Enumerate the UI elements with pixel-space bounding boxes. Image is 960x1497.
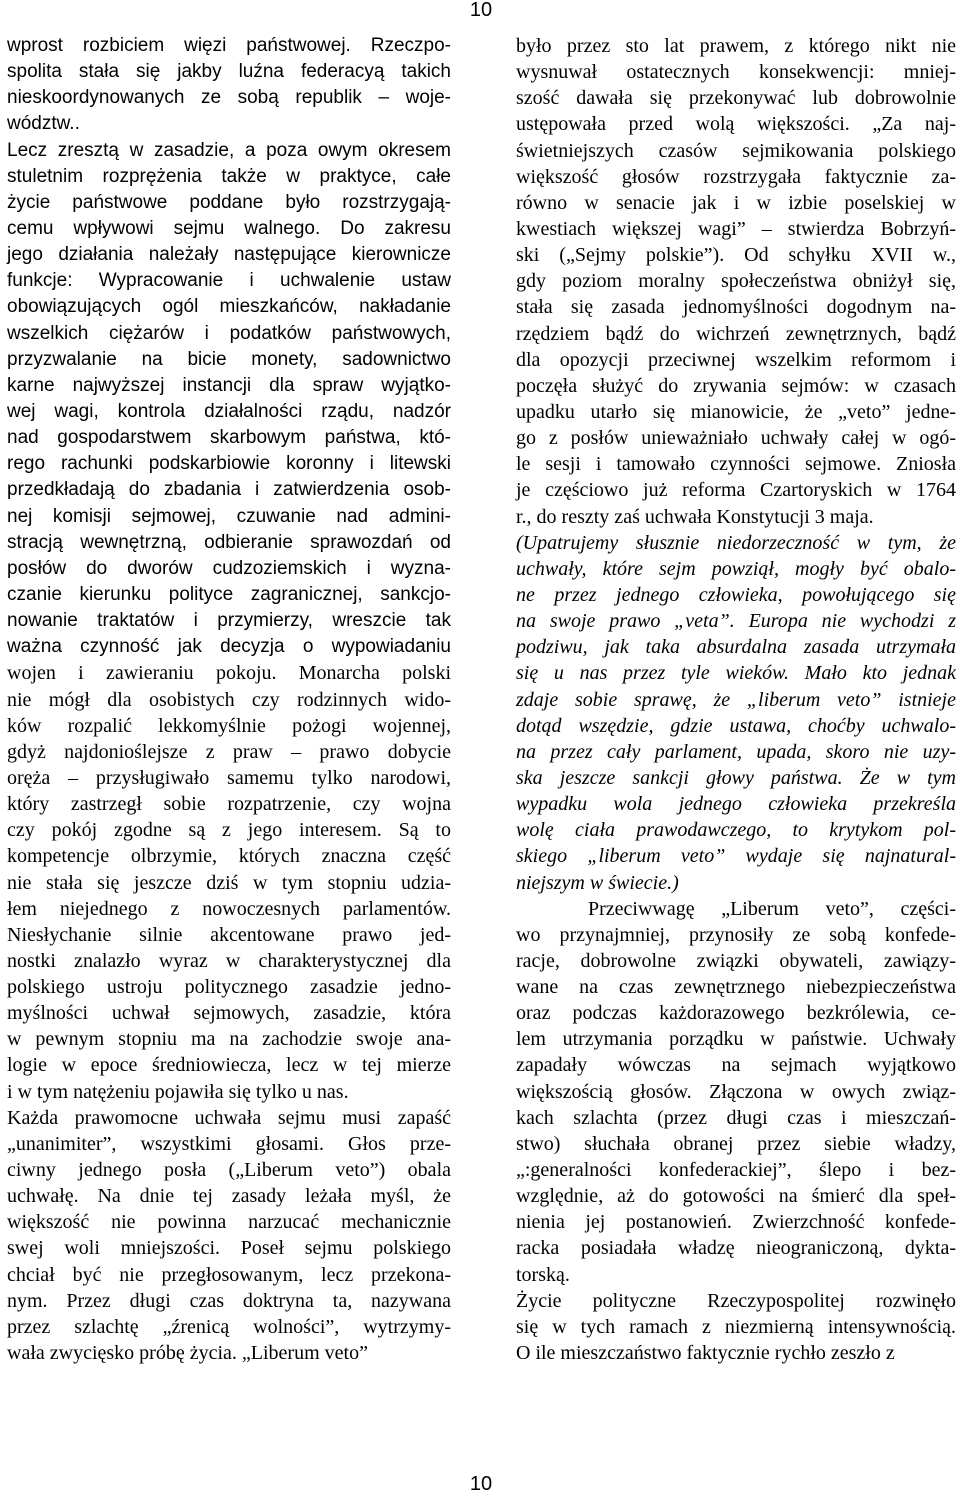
text-line: na przez cały parlament, upada, skoro nie uzy- bbox=[516, 740, 956, 763]
text-line: gdyż najdonioślejsze z praw – prawo dobycie bbox=[7, 740, 451, 763]
text-line: wo przynajmniej, przynosiły ze sobą konfede- bbox=[516, 923, 956, 946]
text-line: nienia jej postanowień. Zwierzchność konfede- bbox=[516, 1211, 956, 1234]
text-line: stała się zasada jednomyślności dogodnym na- bbox=[516, 296, 956, 319]
text-line: większość nie powinna narzucać mechanicznie bbox=[7, 1211, 451, 1234]
text-line: Lecz zresztą w zasadzie, a poza owym okresem bbox=[7, 139, 451, 161]
text-line: niejszym w świecie.) bbox=[516, 871, 679, 894]
text-line: kwestiach większej wagi” – stwierdza Bobrzyń- bbox=[516, 217, 956, 240]
text-line: łem niejednego z nowoczesnych parlamentów. bbox=[7, 897, 451, 920]
text-line: dotąd wszędzie, gdzie ustawa, choćby uchwalo- bbox=[516, 714, 956, 737]
text-line: nie stała się jeszcze dziś w tym stopniu udzia- bbox=[7, 871, 451, 894]
text-line: zdaje sobie sprawę, że „liberum veto” istnieje bbox=[516, 688, 956, 711]
text-line: spolita stała się jakby luźna federacyą takich bbox=[7, 61, 451, 83]
text-line: przez szlachtę „źrenicą wolności”, wytrzymy- bbox=[7, 1315, 451, 1338]
text-line: funkcje: Wypracowanie i uchwalenie ustaw bbox=[7, 270, 451, 292]
text-line: r., do reszty zaś uchwała Konstytucji 3 maja. bbox=[516, 505, 874, 528]
text-line: nad gospodarstwem skarbowym państwa, któ- bbox=[7, 427, 451, 449]
text-line: czanie kierunku polityce zagranicznej, sankcjo- bbox=[7, 583, 451, 605]
text-line: szość dawała się przekonywać lub dobrowolnie bbox=[516, 87, 956, 110]
text-line: lem utrzymania porządku w państwie. Uchwały bbox=[516, 1028, 956, 1051]
text-line: nostki znalazło wyraz w charakterystycznej dla bbox=[7, 949, 451, 972]
text-line: rego rachunki podskarbiowie koronny i litewski bbox=[7, 453, 451, 475]
text-line: życie państwowe poddane było rozstrzygają- bbox=[7, 191, 451, 213]
text-line: torską. bbox=[516, 1263, 570, 1286]
text-line: Niesłychanie silnie akcentowane prawo jed- bbox=[7, 923, 451, 946]
left-text-column bbox=[7, 33, 451, 1366]
text-line: O ile mieszczaństwo faktycznie rychło zeszło z bbox=[516, 1342, 895, 1365]
text-line: ne przez jednego człowieka, powołującego się bbox=[516, 583, 956, 606]
text-line: wej wagi, kontrola działalności rządu, nadzór bbox=[7, 400, 451, 422]
text-line: na swoje prawo „veta”. Europa nie wychodzi z bbox=[516, 610, 956, 633]
text-line: nowanie traktatów i przymierzy, wreszcie tak bbox=[7, 610, 451, 632]
text-line: polskiego ustroju politycznego zasadzie jedno- bbox=[7, 976, 451, 999]
text-line: było przez sto lat prawem, z którego nikt nie bbox=[516, 35, 956, 57]
text-line: równo w senacie jak i w izbie poselskiej w bbox=[516, 191, 956, 214]
text-line: logie w epoce średniowiecza, lecz w tej mierze bbox=[7, 1054, 451, 1077]
text-line: się u nas przez tyle wieków. Mało kto jednak bbox=[516, 662, 956, 685]
text-line: gdy poziom moralny społeczeństwa obniżył się, bbox=[516, 270, 956, 293]
text-line: je częściowo już reforma Czartoryskich w 1764 bbox=[516, 479, 956, 502]
text-line: go z posłów unieważniało uchwały całej w ogó- bbox=[516, 427, 956, 450]
text-line: świetniejszych czasów sejmikowania polskiego bbox=[516, 139, 956, 162]
text-line: stuletnim rozprężenia także w praktyce, całe bbox=[7, 165, 451, 187]
text-line: przyzwalanie na bicie monety, sadownictwo bbox=[7, 348, 451, 370]
text-line: wszelkich ciężarów i podatków państwowych, bbox=[7, 322, 451, 344]
text-line: który zastrzegł sobie rozpatrzenie, czy wojna bbox=[7, 793, 451, 816]
text-line: zapadały wówczas na sejmach wyjątkowo bbox=[516, 1054, 956, 1077]
text-line: chciał być nie przegłosowanym, lecz przekona- bbox=[7, 1263, 451, 1286]
text-line: wprost rozbiciem więzi państwowej. Rzeczpo- bbox=[7, 35, 451, 56]
text-line: rzędziem bądź do wichrzeń zewnętrznych, bądź bbox=[516, 322, 956, 345]
text-line: ków rozpalić lekkomyślnie pożogi wojennej, bbox=[7, 714, 451, 737]
text-line: wysnuwał ostatecznych konsekwencji: mniej- bbox=[516, 61, 956, 84]
text-line: skiego „liberum veto” wydaje się najnatural- bbox=[516, 845, 956, 868]
text-line: (Upatrujemy słusznie niedorzeczność w tym, że bbox=[516, 531, 956, 554]
text-line: oręża – przysługiwało samemu tylko narodowi, bbox=[7, 766, 451, 789]
text-line: dla opozycji przeciwnej wszelkim reformom i bbox=[516, 348, 956, 371]
text-line: wództw.. bbox=[7, 113, 80, 135]
text-line: Życie polityczne Rzeczypospolitej rozwinęło bbox=[516, 1289, 956, 1312]
text-line: nie mógł dla osobistych czy rodzinnych wido- bbox=[7, 688, 451, 711]
text-line: karne najwyższej instancji dla spraw wyjątko- bbox=[7, 374, 451, 396]
text-line: ska jeszcze sankcji głowy państwa. Że w tym bbox=[516, 766, 956, 789]
text-line: wała zwycięsko próbę życia. „Liberum veto” bbox=[7, 1342, 368, 1365]
text-line: wojen i zawieraniu pokoju. Monarcha polski bbox=[7, 662, 451, 685]
page-number-footer: 10 bbox=[469, 1473, 493, 1495]
text-line: ustępowała przed wolą większości. „Za naj- bbox=[516, 113, 956, 136]
text-line: racka posiadała władzę nieograniczoną, dykta- bbox=[516, 1237, 956, 1260]
text-line: stwo) słuchała obranej przez siebie władzy, bbox=[516, 1132, 956, 1155]
text-line: swej woli mniejszości. Poseł sejmu polskiego bbox=[7, 1237, 451, 1260]
text-line: ski („Sejmy polskie”). Od schyłku XVII w., bbox=[516, 244, 956, 267]
text-line: uchwałę. Na dnie tej zasady leżała myśl, że bbox=[7, 1185, 451, 1208]
text-line: większością głosów. Złączona w owych związ- bbox=[516, 1080, 956, 1103]
text-line: cemu wpływowi sejmu walnego. Do zakresu bbox=[7, 217, 451, 239]
text-line: racje, dobrowolne związki obywateli, zawiązy- bbox=[516, 949, 956, 972]
text-line: większość głosów rozstrzygała faktycznie za- bbox=[516, 165, 956, 188]
text-line: w pewnym stopniu ma na zachodzie swoje ana- bbox=[7, 1028, 451, 1051]
text-line: stracją wewnętrzną, odbieranie sprawozdań od bbox=[7, 531, 451, 553]
text-line: czy pokój zgodne są z jego interesem. Są to bbox=[7, 819, 451, 842]
text-line: oraz podczas każdorazowego bezkrólewia, ce- bbox=[516, 1002, 956, 1025]
text-line: „:generalności konfederackiej”, ślepo i bez- bbox=[516, 1159, 956, 1182]
text-line: wolę ciała prawodawczego, to krytykom pol- bbox=[516, 819, 956, 842]
text-line: nieskoordynowanych ze sobą republik – woje- bbox=[7, 87, 451, 109]
text-line: ciwny jednego posła („Liberum veto”) obala bbox=[7, 1159, 451, 1182]
text-line: wane na czas zewnętrznego niebezpieczeństwa bbox=[516, 976, 956, 999]
text-line: uchwały, które sejm powziął, mogły być obalo- bbox=[516, 557, 956, 580]
page-number-top: 10 bbox=[469, 0, 493, 21]
text-line: posłów do dworów cudzoziemskich i wyzna- bbox=[7, 557, 451, 579]
text-line: nej komisji sejmowej, czuwanie nad admini- bbox=[7, 505, 451, 527]
text-line: obowiązujących ogól mieszkańców, nakładanie bbox=[7, 296, 451, 318]
text-line: ważna czynność jak decyzja o wypowiadaniu bbox=[7, 636, 451, 658]
text-line: podziwu, jak taka absurdalna zasada utrzymała bbox=[516, 636, 956, 659]
text-line: le sesji i tamowało czynności sejmowe. Zniosła bbox=[516, 453, 956, 476]
text-line: Przeciwwagę „Liberum veto”, części- bbox=[588, 897, 956, 920]
text-line: nym. Przez długi czas doktryna ta, nazywana bbox=[7, 1289, 451, 1312]
text-line: Każda prawomocne uchwała sejmu musi zapaść bbox=[7, 1106, 451, 1129]
text-line: jego działania należały następujące kierownicze bbox=[7, 244, 451, 266]
text-line: „unanimiter”, wszystkimi głosami. Głos prze- bbox=[7, 1132, 451, 1155]
text-line: się w tych ramach z niezmierną intensywnością. bbox=[516, 1315, 956, 1338]
text-line: poczęła służyć do zrywania sejmów: w czasach bbox=[516, 374, 956, 397]
text-line: kach szlachta (przez długi czas i mieszczań- bbox=[516, 1106, 956, 1129]
text-line: wypadku wola jednego człowieka przekreśla bbox=[516, 793, 956, 816]
text-line: i w tym natężeniu pojawiła się tylko u nas. bbox=[7, 1080, 349, 1103]
text-line: przedkładają do zbadania i zatwierdzenia osob- bbox=[7, 479, 451, 501]
text-line: względnie, aż do gotowości na śmierć dla speł- bbox=[516, 1185, 956, 1208]
text-line: upadku utarło się mianowicie, że „veto” jedne- bbox=[516, 400, 956, 423]
text-line: kompetencje olbrzymie, których znaczna część bbox=[7, 845, 451, 868]
right-text-column bbox=[516, 33, 956, 1366]
text-line: myślności uchwał sejmowych, zasadzie, która bbox=[7, 1002, 451, 1025]
